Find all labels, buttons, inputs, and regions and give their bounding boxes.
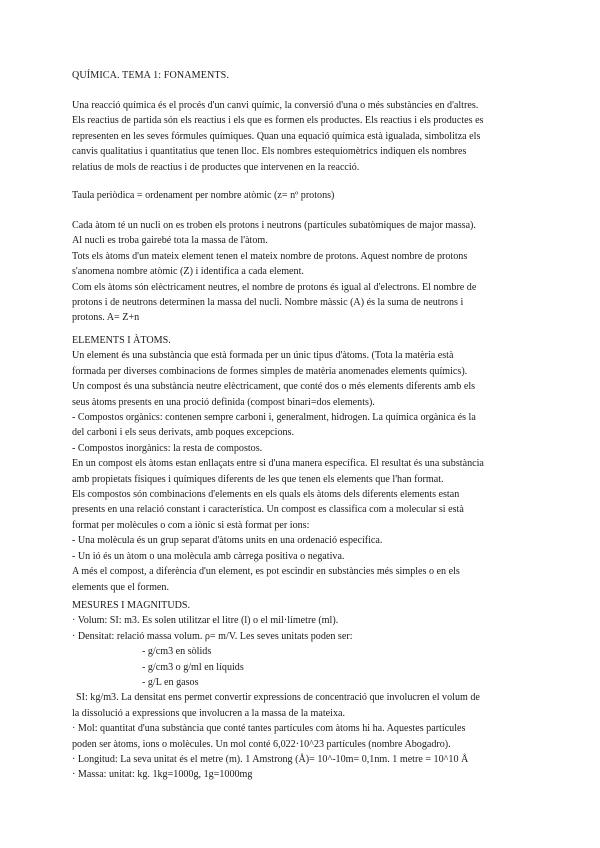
text-line: - Una molècula és un grup separat d'àtoms units en una ordenació específica. [72, 535, 383, 547]
text-line: formada per diverses combinacions de formes simples de matèria anomenades elements químics). [72, 365, 468, 377]
text-line: En un compost els àtoms estan enllaçats entre si d'una manera específica. El resultat és una substància [72, 458, 484, 470]
mesures-section [72, 598, 532, 783]
text-line: presents en una relació constant i característica. Un compost es classifica com a molecular si està [72, 504, 464, 516]
text-line: Un compost és una substància neutre elèctricament, que conté dos o més elements diferents amb els [72, 381, 476, 393]
text-line: Els compostos són combinacions d'elements en els quals els àtoms dels diferents elements estan [72, 489, 460, 501]
text-line: s'anomena nombre atòmic (Z) i identifica a cada element. [72, 266, 304, 278]
text-line: · Densitat: relació massa volum. ρ= m/V. Les seves unitats poden ser: [72, 630, 353, 642]
text-line: A més el compost, a diferència d'un element, es pot escindir en substàncies més simples o en els [72, 566, 460, 578]
intro-paragraph [72, 98, 532, 175]
unit-item: - g/cm3 en sòlids [142, 646, 212, 658]
text-line: - Compostos orgànics: contenen sempre carboni i, generalment, hidrogen. La química orgànica és la [72, 412, 476, 424]
text-line: representen en les seves fórmules químiques. Quan una equació química està igualada, simbolitza els [72, 130, 481, 142]
text-line: Cada àtom té un nucli on es troben els protons i neutrons (partícules subatòmiques de major massa). [72, 220, 476, 231]
text-line: protons i de neutrons determinen la massa del nucli. Nombre màssic (A) és la suma de neutrons i [72, 297, 464, 309]
text-line: Com els àtoms són elèctricament neutres, el nombre de protons és igual al d'electrons. El nombre de [72, 281, 477, 293]
text-line: - Un ió és un àtom o una molècula amb càrrega positiva o negativa. [72, 550, 345, 562]
text-line: Tots els àtoms d'un mateix element tenen el mateix nombre de protons. Aquest nombre de protons [72, 250, 468, 262]
text-line: · Longitud: La seva unitat és el metre (m). 1 Amstrong (Å)= 10^-10m= 0,1nm. 1 metre = 10^10 Å [72, 754, 469, 766]
text-line: - Compostos inorgànics: la resta de compostos. [72, 442, 263, 454]
text-line: seus àtoms presents en una proció definida (compost binari=dos elements). [72, 396, 375, 408]
document-title: QUÍMICA. TEMA 1: FONAMENTS. [72, 70, 230, 81]
text-line: Un element és una substància que està formada per un únic tipus d'àtoms. (Tota la matèria està [72, 350, 454, 362]
text-line: del carboni i els seus derivats, amb poques excepcions. [72, 427, 294, 439]
text-line: · Volum: SI: m3. Es solen utilitzar el litre (l) o el mil·límetre (ml). [72, 615, 339, 627]
atom-paragraph [72, 218, 532, 326]
text-line: la dissolució a expressions que involucren a la massa de la mateixa. [72, 707, 346, 719]
section-heading: ELEMENTS I ÀTOMS. [72, 335, 171, 346]
text-line: relatius de mols de reactius i de productes que intervenen en la reacció. [72, 161, 360, 173]
text-line: elements que el formen. [72, 581, 169, 593]
text-line: · Massa: unitat: kg. 1kg=1000g, 1g=1000mg [72, 769, 253, 781]
text-line: Els reactius de partida són els reactius i els que es formen els productes. Els reactius i els productes es [72, 115, 484, 127]
elements-section [72, 333, 532, 595]
text-line: Una reacció química és el procés d'un canvi químic, la conversió d'una o més substàncies en d'altres. [72, 100, 479, 111]
text-line: Al nucli es troba gairebé tota la massa de l'àtom. [72, 235, 268, 247]
unit-item: - g/L en gasos [142, 677, 199, 689]
taula-line: Taula periòdica = ordenament per nombre atòmic (z= nº protons) [72, 190, 335, 201]
text-line: format per molècules o com a iònic si està format per ions: [72, 519, 310, 531]
text-line: SI: kg/m3. La densitat ens permet convertir expressions de concentració que involucren el volum de [76, 692, 480, 704]
text-line: amb propietats físiques i químiques diferents de les que tenen els elements que l'han format. [72, 473, 444, 485]
text-line: protons. A= Z+n [72, 312, 140, 324]
text-line: poden ser àtoms, ions o molècules. Un mol conté 6,022·10^23 partícules (nombre Abogadro). [72, 738, 451, 750]
section-heading: MESURES I MAGNITUDS. [72, 600, 191, 611]
unit-item: - g/cm3 o g/ml en líquids [142, 661, 244, 673]
text-line: · Mol: quantitat d'una substància que conté tantes partícules com àtoms hi ha. Aquestes partícules [72, 723, 466, 735]
text-line: canvis qualitatius i quantitatius que tenen lloc. Els nombres estequiomètrics indiquen els nombres [72, 146, 467, 158]
